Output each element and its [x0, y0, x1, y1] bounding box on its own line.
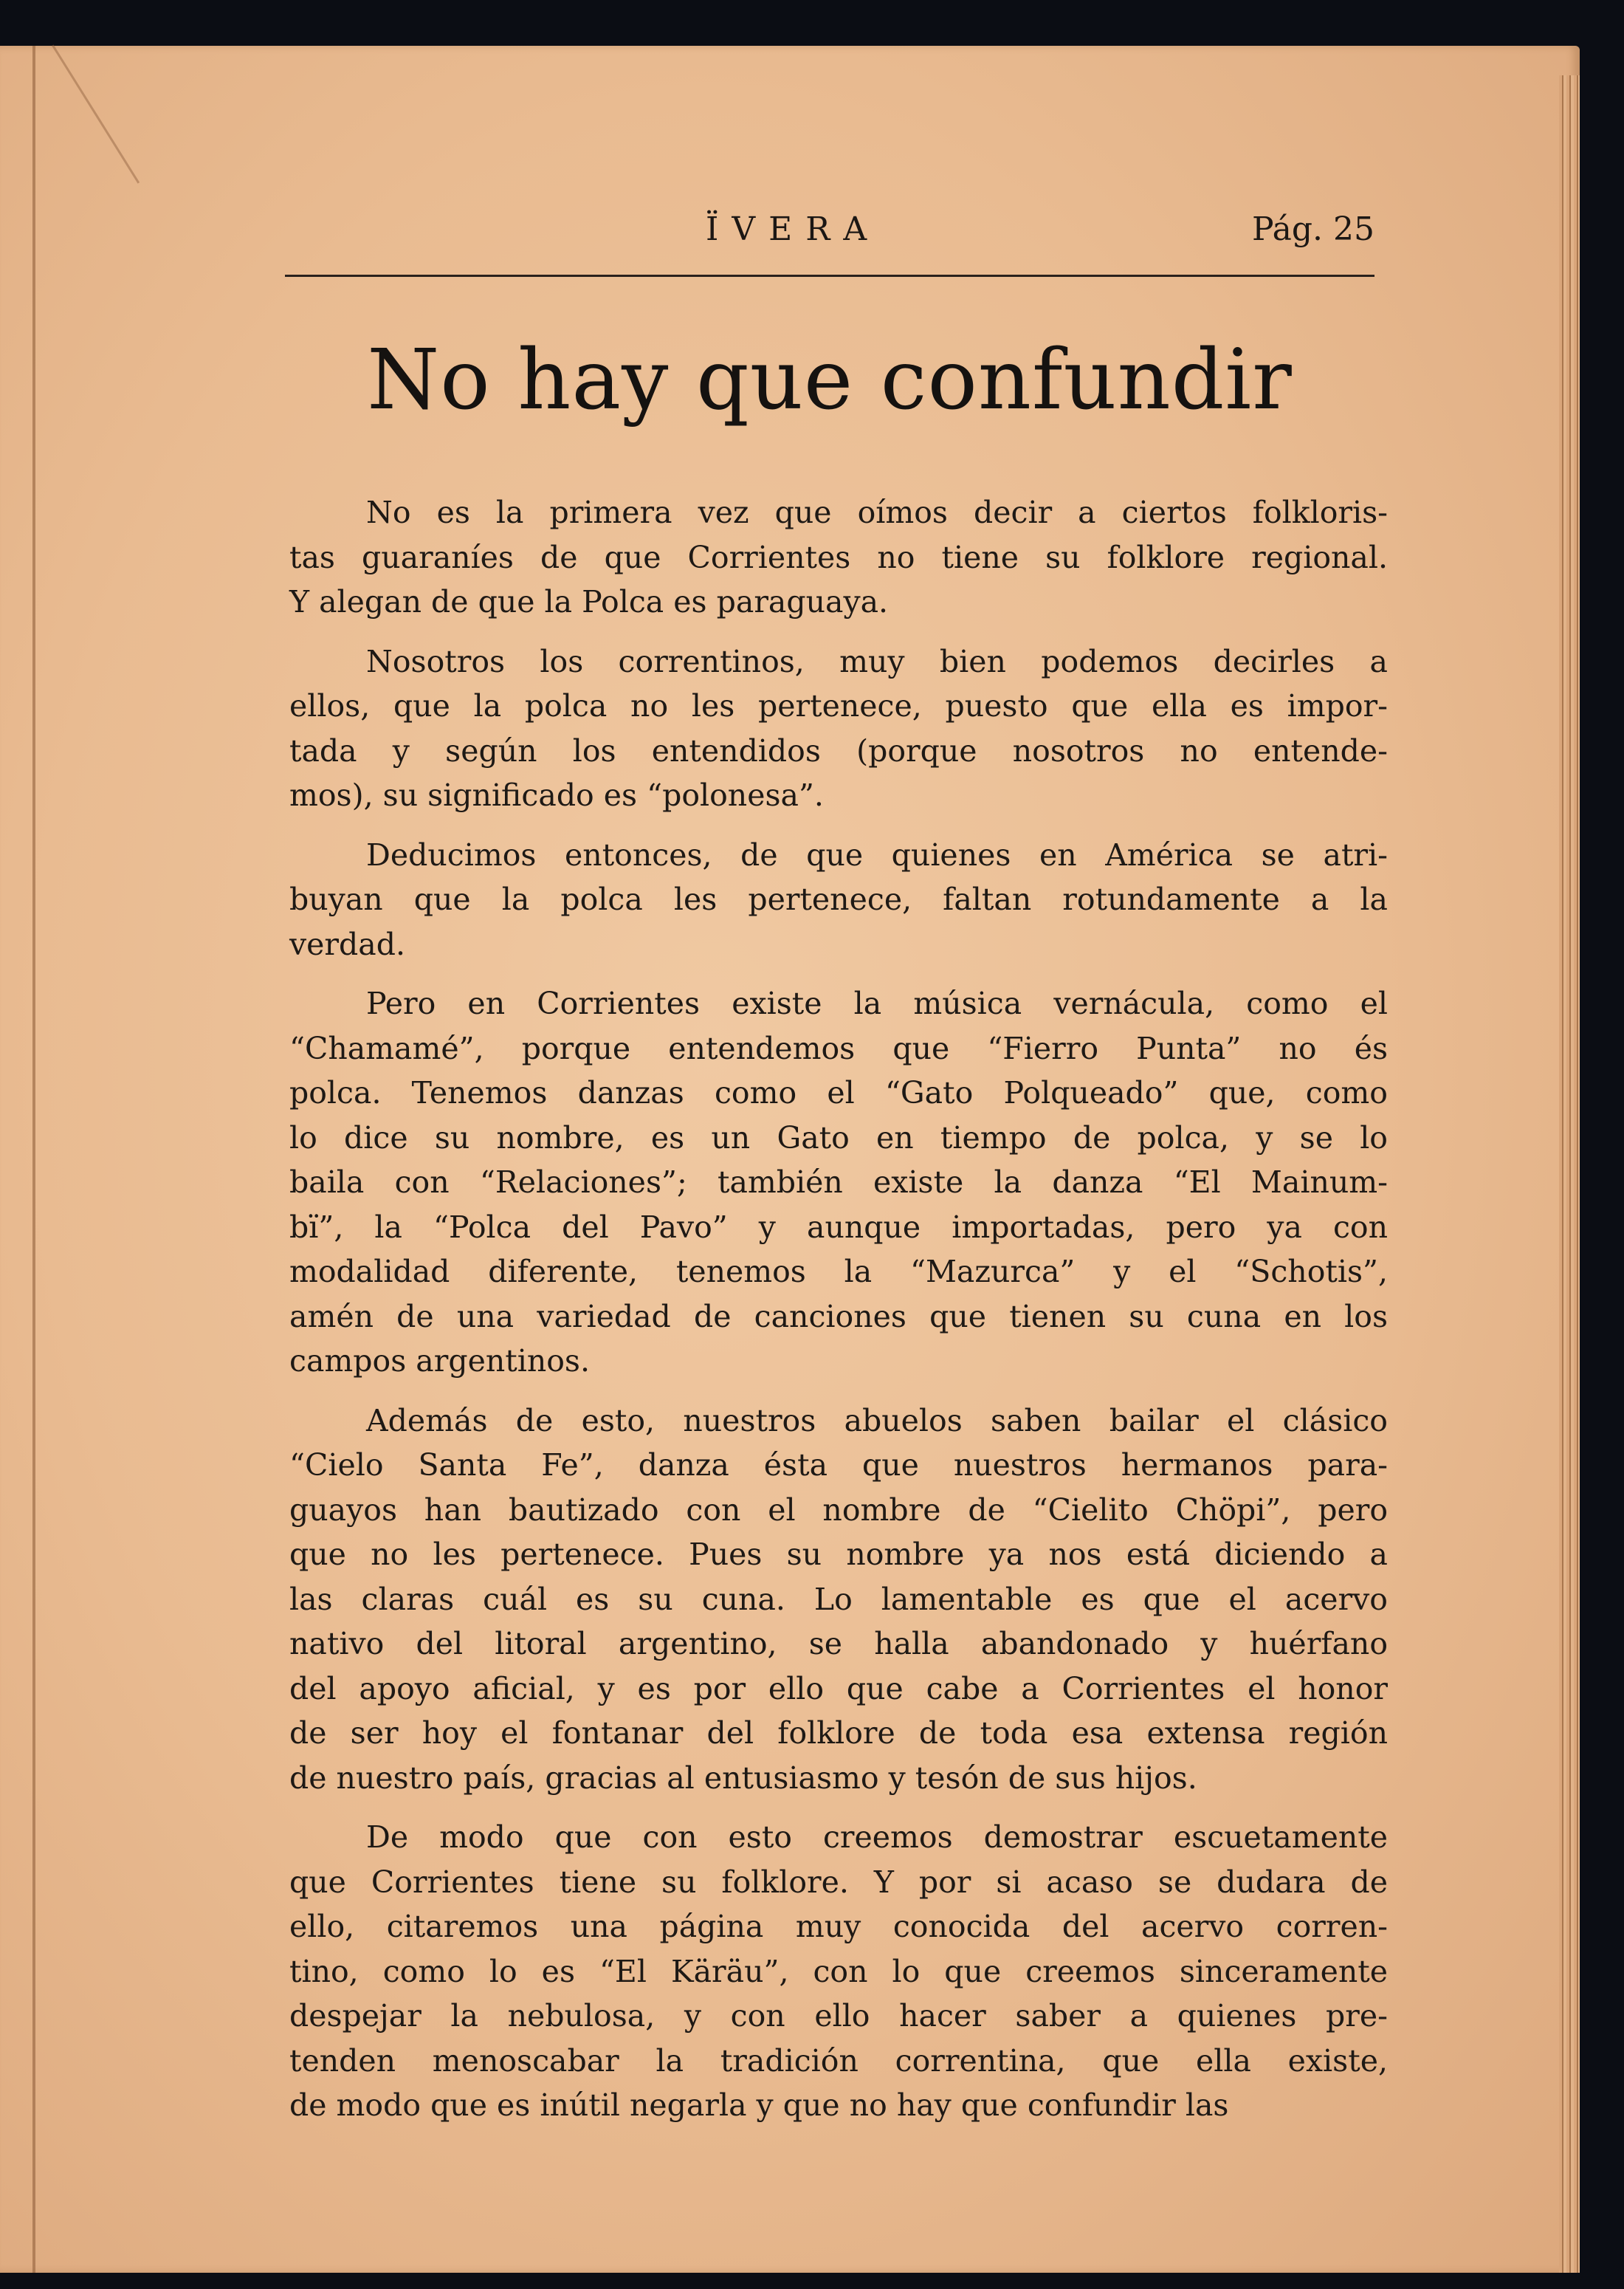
text-line: modalidad diferente, tenemos la “Mazurca” y el “Schotis”, [289, 1254, 1388, 1289]
paragraph [289, 1399, 1388, 1801]
text-line: mos), su significado es “polonesa”. [289, 778, 824, 813]
text-line: Pero en Corrientes existe la música vernácula, como el [366, 986, 1388, 1021]
text-line: tenden menoscabar la tradición correntina, que ella existe, [289, 2042, 1388, 2079]
page-number: Pág. 25 [1252, 210, 1374, 248]
text-line: Nosotros los correntinos, muy bien podemos decirles a [366, 643, 1388, 679]
text-line: Y alegan de que la Polca es paraguaya. [289, 584, 889, 620]
running-header [285, 210, 1374, 255]
header-rule [285, 275, 1374, 277]
text-line: despejar la nebulosa, y con ello hacer saber a quienes pre- [289, 1998, 1388, 2034]
text-line: de nuestro país, gracias al entusiasmo y tesón de sus hijos. [289, 1760, 1197, 1796]
paragraph [289, 639, 1388, 818]
page-edges [1559, 75, 1580, 2273]
text-line: “Cielo Santa Fe”, danza ésta que nuestros hermanos para- [289, 1447, 1388, 1483]
text-line: ello, citaremos una página muy conocida del acervo corren- [289, 1909, 1388, 1944]
article-title: No hay que confundir [367, 332, 1293, 428]
text-line: verdad. [289, 926, 405, 962]
text-line: lo dice su nombre, es un Gato en tiempo de polca, y se lo [289, 1119, 1388, 1156]
running-title: ÏVERA [706, 210, 881, 248]
text-line: campos argentinos. [289, 1343, 590, 1379]
paragraph [289, 490, 1388, 625]
text-line: nativo del litoral argentino, se halla abandonado y huérfano [289, 1626, 1388, 1661]
text-line: tino, como lo es “El Käräu”, con lo que creemos sinceramente [289, 1953, 1388, 1989]
text-line: “Chamamé”, porque entendemos que “Fierro Punta” no és [289, 1030, 1388, 1066]
text-line: tada y según los entendidos (porque nosotros no entende- [289, 732, 1388, 769]
text-line: que no les pertenece. Pues su nombre ya nos está diciendo a [289, 1537, 1388, 1572]
text-line: guayos han bautizado con el nombre de “Cielito Chöpi”, pero [289, 1492, 1388, 1528]
text-line: amén de una variedad de canciones que tienen su cuna en los [289, 1298, 1388, 1334]
paper-crease [52, 44, 140, 183]
text-line: de ser hoy el fontanar del folklore de toda esa extensa región [289, 1715, 1388, 1751]
text-line: No es la primera vez que oímos decir a ciertos folkloris- [366, 495, 1388, 530]
article-body [289, 490, 1388, 2143]
text-line: bï”, la “Polca del Pavo” y aunque importadas, pero ya con [289, 1209, 1388, 1245]
text-line: polca. Tenemos danzas como el “Gato Polqueado” que, como [289, 1075, 1388, 1111]
text-line: Deducimos entonces, de que quienes en América se atri- [366, 837, 1388, 873]
text-line: ellos, que la polca no les pertenece, puesto que ella es impor- [289, 688, 1388, 724]
text-line: baila con “Relaciones”; también existe la danza “El Mainum- [289, 1164, 1388, 1200]
paragraph [289, 833, 1388, 967]
text-line: tas guaraníes de que Corrientes no tiene su folklore regional. [289, 539, 1388, 575]
paragraph [289, 1815, 1388, 2128]
text-line: Además de esto, nuestros abuelos saben bailar el clásico [366, 1402, 1388, 1438]
text-line: del apoyo aficial, y es por ello que cabe a Corrientes el honor [289, 1670, 1388, 1706]
paragraph [289, 981, 1388, 1384]
text-line: De modo que con esto creemos demostrar escuetamente [366, 1819, 1388, 1855]
text-line: que Corrientes tiene su folklore. Y por si acaso se dudara de [289, 1864, 1388, 1900]
text-line: de modo que es inútil negarla y que no hay que confundir las [289, 2087, 1229, 2123]
text-line: buyan que la polca les pertenece, faltan rotundamente a la [289, 882, 1388, 917]
gutter-line [32, 46, 35, 2273]
text-line: las claras cuál es su cuna. Lo lamentable es que el acervo [289, 1581, 1388, 1617]
